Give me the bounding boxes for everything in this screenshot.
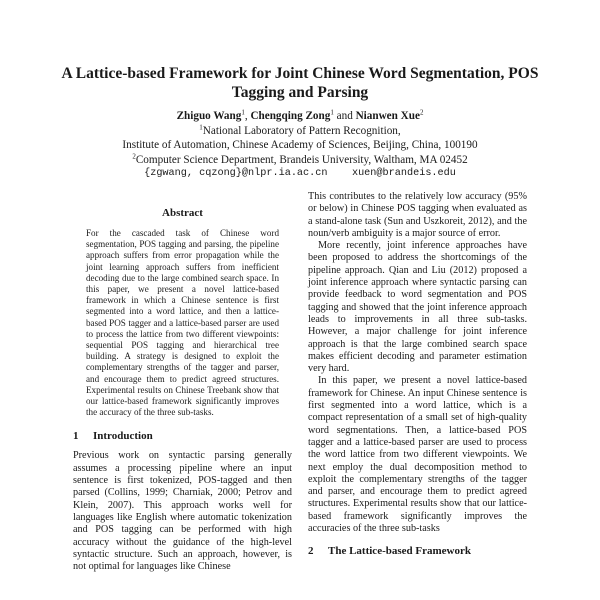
affiliation-2-text: Computer Science Department, Brandeis University, Waltham, MA 02452 xyxy=(135,153,468,166)
author-block xyxy=(40,109,560,182)
author-name: Nianwen Xue xyxy=(355,110,420,122)
body-paragraph: More recently, joint inference approaches have been proposed to address the shortcomings of the pipeline approach. Qian and Liu (2012) proposed a joint inference approach where syntactic parsing can provide feedback to word segmentation and POS tagging and showed that the joint inference approach leads to improvements in all three sub-tasks. However, a major challenge for joint inference approach is that the large combined search space makes efficient decoding and parameter estimation very hard. xyxy=(308,240,527,375)
section-number: 2 xyxy=(308,545,314,558)
affiliation-mark: 2 xyxy=(419,108,424,117)
introduction-paragraph: Previous work on syntactic parsing generally assumes a processing pipeline where an input sentence is first tokenized, POS-tagged and then parsed (Collins, 1999; Charniak, 2000; Petrov and Klein, 2007). This approach works well for languages like English where automatic tokenization and POS tagging can be performed with high accuracy without the guidance of the high-level syntactic structure. Such an approach, however, is not optimal for languages like Chinese xyxy=(73,450,292,573)
right-column xyxy=(308,191,527,565)
affiliation-mark: 1 xyxy=(330,108,334,117)
affiliation-mark: 1 xyxy=(199,122,203,131)
author-names: Zhiguo Wang$^1$, Chengqing Zong$^1$ and Nianwen Xue$^2$ xyxy=(176,108,424,122)
author-name: Zhiguo Wang xyxy=(176,110,242,122)
author-name: Chengqing Zong xyxy=(250,110,331,122)
left-column xyxy=(73,207,292,573)
affiliation-1-line1: National Laboratory of Pattern Recognition, xyxy=(202,124,401,137)
section-heading xyxy=(73,430,292,442)
section-title: Introduction xyxy=(93,430,153,443)
section-title: The Lattice-based Framework xyxy=(328,545,471,558)
author-conjunction: and xyxy=(333,110,356,122)
affiliation-2 xyxy=(40,153,560,168)
affiliation-mark: 2 xyxy=(132,152,136,161)
paper-title: A Lattice-based Framework for Joint Chinese Word Segmentation, POS Tagging and Parsing xyxy=(61,65,539,101)
affiliation-1-line2: Institute of Automation, Chinese Academy of Sciences, Beijing, China, 100190 xyxy=(122,139,478,152)
section-number: 1 xyxy=(73,430,79,443)
abstract-text: For the cascaded task of Chinese word segmentation, POS tagging and parsing, the pipeline approach suffers from error propagation while the joint learning approach suffers from inefficient decoding due to the large combined search space. In this paper, we present a novel lattice-based framework in which a Chinese sentence is first segmented into a word lattice, and then a lattice-based POS tagger and a lattice-based parser are used to process the lattice from two different viewpoints: sequential POS tagging and hierarchical tree building. A strategy is designed to exploit the complementary strengths of the tagger and parser, and encourage them to predict agreed structures. Experimental results on Chinese Treebank show that our lattice-based framework significantly improves the accuracy of the three sub-tasks. xyxy=(86,228,279,418)
abstract-heading: Abstract xyxy=(162,207,203,219)
body-paragraph: In this paper, we present a novel lattice-based framework for Chinese. An input Chinese sentence is first segmented into a word lattice, which is a compact representation of a small set of high-quality word segmentations. Then, a lattice-based POS tagger and a lattice-based parser are used to process the word lattice from two different viewpoints. We next employ the dual decomposition method to exploit the complementary strengths of the tagger and parser, and encourage them to predict agreed structures. Experimental results show that our lattice-based framework significantly improves the accuracies of the three sub-tasks xyxy=(308,375,527,535)
body-paragraph: This contributes to the relatively low accuracy (95% or below) in Chinese POS tagging when evaluated as a stand-alone task (Sun and Uszkoreit, 2012), and the noun/verb ambiguity is a major source of error. xyxy=(308,191,527,239)
affiliation-1 xyxy=(40,124,560,139)
section-heading xyxy=(308,545,527,557)
affiliation-mark: 1 xyxy=(241,108,245,117)
author-emails: {zgwang, cqzong}@nlpr.ia.ac.cn xuen@brandeis.edu xyxy=(144,168,456,180)
